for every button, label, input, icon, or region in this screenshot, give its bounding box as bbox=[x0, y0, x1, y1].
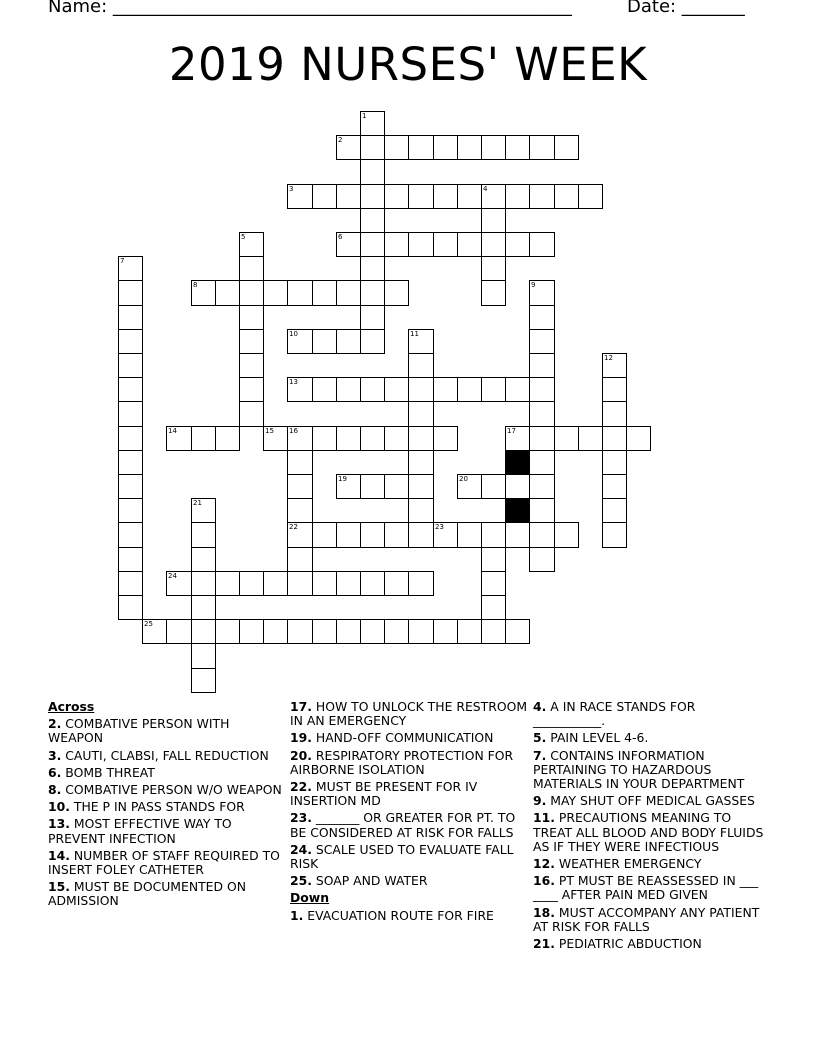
clue-item: 14. NUMBER OF STAFF REQUIRED TO INSERT FOLEY CATHETER bbox=[48, 847, 280, 878]
crossword-cell[interactable] bbox=[239, 353, 264, 378]
crossword-cell[interactable] bbox=[529, 305, 555, 330]
crossword-cell[interactable] bbox=[360, 184, 385, 209]
crossword-black-cell bbox=[505, 450, 530, 475]
name-field-label: Name: ___________________________________________________ bbox=[48, 0, 572, 17]
crossword-cell[interactable] bbox=[215, 280, 240, 306]
clue-number-label: 9 bbox=[531, 281, 536, 289]
clue-number-label: 8 bbox=[193, 281, 198, 289]
crossword-cell[interactable] bbox=[336, 329, 361, 354]
crossword-cell[interactable] bbox=[602, 401, 627, 427]
clue-item: 21. PEDIATRIC ABDUCTION bbox=[533, 936, 702, 952]
crossword-cell[interactable] bbox=[118, 329, 143, 354]
crossword-cell[interactable] bbox=[481, 232, 506, 257]
crossword-cell[interactable] bbox=[481, 208, 506, 233]
crossword-cell[interactable] bbox=[336, 232, 361, 257]
crossword-cell[interactable] bbox=[239, 401, 264, 427]
crossword-cell[interactable] bbox=[239, 619, 264, 644]
clue-item: 13. MOST EFFECTIVE WAY TO PREVENT INFECTION bbox=[48, 816, 232, 846]
clue-number-label: 5 bbox=[241, 233, 246, 241]
crossword-cell[interactable] bbox=[239, 305, 264, 330]
clue-item: 19. HAND-OFF COMMUNICATION bbox=[290, 730, 494, 746]
crossword-cell[interactable] bbox=[481, 135, 506, 160]
clue-number: 19. bbox=[290, 730, 312, 746]
clue-number: 24. bbox=[290, 841, 312, 857]
crossword-cell[interactable] bbox=[554, 522, 579, 548]
crossword-cell[interactable] bbox=[239, 232, 264, 257]
crossword-cell[interactable] bbox=[191, 668, 216, 693]
crossword-cell[interactable] bbox=[215, 619, 240, 644]
clue-number-label: 11 bbox=[410, 330, 419, 338]
crossword-cell[interactable] bbox=[312, 329, 337, 354]
crossword-cell[interactable] bbox=[239, 256, 264, 281]
clue-number: 10. bbox=[48, 799, 70, 815]
crossword-cell[interactable] bbox=[408, 401, 434, 427]
date-field-label: Date: _______ bbox=[627, 0, 745, 17]
crossword-cell[interactable] bbox=[554, 184, 579, 209]
crossword-cell[interactable] bbox=[529, 377, 555, 402]
crossword-cell[interactable] bbox=[433, 135, 458, 160]
crossword-cell[interactable] bbox=[384, 377, 409, 402]
clue-number: 3. bbox=[48, 747, 62, 763]
crossword-cell[interactable] bbox=[408, 571, 434, 596]
crossword-cell[interactable] bbox=[602, 426, 627, 451]
clue-item: 24. SCALE USED TO EVALUATE FALL RISK bbox=[290, 841, 514, 872]
crossword-cell[interactable] bbox=[408, 353, 434, 378]
crossword-cell[interactable] bbox=[287, 280, 313, 306]
crossword-cell[interactable] bbox=[118, 401, 143, 427]
clue-number: 4. bbox=[533, 699, 547, 714]
crossword-cell[interactable] bbox=[505, 135, 530, 160]
crossword-cell[interactable] bbox=[336, 426, 361, 451]
crossword-cell[interactable] bbox=[384, 184, 409, 209]
clue-section-heading: Down bbox=[290, 890, 330, 906]
crossword-cell[interactable] bbox=[602, 377, 627, 402]
clue-item: 7. CONTAINS INFORMATION PERTAINING TO HAZARDOUS MATERIALS IN YOUR DEPARTMENT bbox=[533, 747, 745, 792]
clue-item: 20. RESPIRATORY PROTECTION FOR AIRBORNE ISOLATION bbox=[290, 747, 514, 777]
clue-number: 21. bbox=[533, 936, 555, 952]
crossword-cell[interactable] bbox=[191, 571, 216, 596]
clue-number-label: 2 bbox=[338, 136, 343, 144]
crossword-cell[interactable] bbox=[481, 595, 506, 620]
clue-number: 7. bbox=[533, 747, 547, 763]
crossword-cell[interactable] bbox=[529, 450, 555, 475]
crossword-cell[interactable] bbox=[312, 377, 337, 402]
crossword-cell[interactable] bbox=[239, 329, 264, 354]
page-title: 2019 NURSES' WEEK bbox=[168, 38, 648, 91]
clue-number-label: 21 bbox=[193, 499, 202, 507]
clue-number: 15. bbox=[48, 879, 70, 895]
crossword-cell[interactable] bbox=[481, 474, 506, 499]
crossword-cell[interactable] bbox=[360, 571, 385, 596]
crossword-cell[interactable] bbox=[554, 135, 579, 160]
crossword-cell[interactable] bbox=[602, 522, 627, 548]
crossword-cell[interactable] bbox=[360, 208, 385, 233]
crossword-cell[interactable] bbox=[529, 522, 555, 548]
crossword-cell[interactable] bbox=[287, 329, 313, 354]
crossword-cell[interactable] bbox=[287, 184, 313, 209]
crossword-cell[interactable] bbox=[433, 522, 458, 548]
clue-number: 1. bbox=[290, 907, 304, 923]
crossword-cell[interactable] bbox=[360, 305, 385, 330]
crossword-cell[interactable] bbox=[118, 571, 143, 596]
clue-number: 25. bbox=[290, 873, 312, 889]
crossword-cell[interactable] bbox=[408, 377, 434, 402]
clue-number-label: 14 bbox=[168, 427, 177, 435]
crossword-cell[interactable] bbox=[360, 256, 385, 281]
clue-number-label: 13 bbox=[289, 378, 298, 386]
clue-section-heading: Across bbox=[48, 699, 95, 714]
crossword-cell[interactable] bbox=[578, 426, 603, 451]
crossword-cell[interactable] bbox=[457, 377, 482, 402]
crossword-cell[interactable] bbox=[481, 256, 506, 281]
crossword-cell[interactable] bbox=[166, 426, 192, 451]
clue-number-label: 20 bbox=[459, 475, 468, 483]
crossword-cell[interactable] bbox=[336, 522, 361, 548]
crossword-cell[interactable] bbox=[408, 619, 434, 644]
crossword-cell[interactable] bbox=[191, 498, 216, 523]
crossword-cell[interactable] bbox=[360, 619, 385, 644]
clue-number: 11. bbox=[533, 810, 555, 826]
crossword-cell[interactable] bbox=[529, 280, 555, 306]
crossword-cell[interactable] bbox=[384, 135, 409, 160]
clue-item: 11. PRECAUTIONS MEANING TO TREAT ALL BLOOD AND BODY FLUIDS AS IF THEY WERE INFECTIOUS bbox=[533, 810, 764, 854]
clue-item: 3. CAUTI, CLABSI, FALL REDUCTION bbox=[48, 747, 269, 763]
crossword-cell[interactable] bbox=[287, 522, 313, 548]
clue-number: 2. bbox=[48, 716, 62, 732]
clue-number: 9. bbox=[533, 793, 547, 809]
crossword-cell[interactable] bbox=[505, 619, 530, 644]
crossword-cell[interactable] bbox=[287, 377, 313, 402]
clue-number: 20. bbox=[290, 747, 312, 763]
crossword-cell[interactable] bbox=[118, 522, 143, 548]
crossword-cell[interactable] bbox=[481, 184, 506, 209]
crossword-cell[interactable] bbox=[191, 280, 216, 306]
crossword-cell[interactable] bbox=[336, 571, 361, 596]
crossword-cell[interactable] bbox=[312, 571, 337, 596]
clue-item: 12. WEATHER EMERGENCY bbox=[533, 856, 702, 872]
clue-number: 16. bbox=[533, 873, 555, 889]
clue-number-label: 1 bbox=[362, 112, 367, 120]
clue-item: 25. SOAP AND WATER bbox=[290, 873, 428, 889]
crossword-cell[interactable] bbox=[384, 474, 409, 499]
clue-number-label: 22 bbox=[289, 523, 298, 531]
clue-number: 12. bbox=[533, 856, 555, 872]
clue-number-label: 17 bbox=[507, 427, 516, 435]
crossword-cell[interactable] bbox=[505, 184, 530, 209]
crossword-cell[interactable] bbox=[118, 547, 143, 572]
crossword-cell[interactable] bbox=[529, 184, 555, 209]
crossword-cell[interactable] bbox=[312, 522, 337, 548]
crossword-cell[interactable] bbox=[602, 498, 627, 523]
crossword-cell[interactable] bbox=[263, 280, 288, 306]
clue-item: 4. A IN RACE STANDS FOR ___________. bbox=[533, 699, 696, 729]
crossword-cell[interactable] bbox=[360, 377, 385, 402]
clue-number-label: 19 bbox=[338, 475, 347, 483]
crossword-cell[interactable] bbox=[529, 401, 555, 427]
crossword-cell[interactable] bbox=[287, 474, 313, 499]
crossword-cell[interactable] bbox=[312, 426, 337, 451]
crossword-cell[interactable] bbox=[360, 159, 385, 185]
clue-number-label: 23 bbox=[435, 523, 444, 531]
crossword-cell[interactable] bbox=[360, 474, 385, 499]
crossword-cell[interactable] bbox=[166, 571, 192, 596]
clue-column-1 bbox=[48, 700, 286, 912]
crossword-black-cell bbox=[505, 498, 530, 523]
crossword-cell[interactable] bbox=[481, 522, 506, 548]
clue-item: 16. PT MUST BE REASSESSED IN ___ ____ AFTER PAIN MED GIVEN bbox=[533, 873, 759, 903]
crossword-cell[interactable] bbox=[166, 619, 192, 644]
crossword-cell[interactable] bbox=[336, 377, 361, 402]
clue-number: 23. bbox=[290, 810, 312, 826]
clue-item: 22. MUST BE PRESENT FOR IV INSERTION MD bbox=[290, 779, 478, 809]
crossword-cell[interactable] bbox=[360, 135, 385, 160]
clue-item: 6. BOMB THREAT bbox=[48, 764, 155, 780]
crossword-cell[interactable] bbox=[602, 450, 627, 475]
crossword-cell[interactable] bbox=[287, 619, 313, 644]
crossword-cell[interactable] bbox=[118, 353, 143, 378]
crossword-cell[interactable] bbox=[384, 619, 409, 644]
crossword-cell[interactable] bbox=[481, 571, 506, 596]
crossword-cell[interactable] bbox=[215, 571, 240, 596]
crossword-cell[interactable] bbox=[481, 619, 506, 644]
crossword-cell[interactable] bbox=[360, 280, 385, 306]
crossword-cell[interactable] bbox=[433, 426, 458, 451]
crossword-cell[interactable] bbox=[336, 184, 361, 209]
crossword-cell[interactable] bbox=[602, 474, 627, 499]
clue-item: 1. EVACUATION ROUTE FOR FIRE bbox=[290, 907, 494, 923]
crossword-cell[interactable] bbox=[118, 377, 143, 402]
crossword-cell[interactable] bbox=[457, 619, 482, 644]
clue-number: 6. bbox=[48, 764, 62, 780]
clue-number: 8. bbox=[48, 782, 62, 798]
crossword-cell[interactable] bbox=[287, 450, 313, 475]
crossword-cell[interactable] bbox=[481, 377, 506, 402]
crossword-cell[interactable] bbox=[433, 232, 458, 257]
crossword-cell[interactable] bbox=[312, 280, 337, 306]
crossword-cell[interactable] bbox=[384, 426, 409, 451]
crossword-cell[interactable] bbox=[529, 353, 555, 378]
clue-item: 23. _______ OR GREATER FOR PT. TO BE CONSIDERED AT RISK FOR FALLS bbox=[290, 810, 516, 840]
clue-item: 18. MUST ACCOMPANY ANY PATIENT AT RISK FOR FALLS bbox=[533, 904, 760, 934]
clue-number-label: 12 bbox=[604, 354, 613, 362]
crossword-cell[interactable] bbox=[215, 426, 240, 451]
crossword-cell[interactable] bbox=[191, 643, 216, 669]
clue-column-2 bbox=[290, 700, 528, 926]
crossword-cell[interactable] bbox=[505, 426, 530, 451]
crossword-cell[interactable] bbox=[408, 329, 434, 354]
crossword-cell[interactable] bbox=[481, 547, 506, 572]
crossword-cell[interactable] bbox=[433, 619, 458, 644]
crossword-cell[interactable] bbox=[529, 547, 555, 572]
crossword-cell[interactable] bbox=[118, 498, 143, 523]
clue-number-label: 25 bbox=[144, 620, 153, 628]
clue-number-label: 7 bbox=[120, 257, 125, 265]
crossword-cell[interactable] bbox=[360, 522, 385, 548]
crossword-cell[interactable] bbox=[360, 329, 385, 354]
clue-number-label: 24 bbox=[168, 572, 177, 580]
crossword-cell[interactable] bbox=[360, 232, 385, 257]
crossword-cell[interactable] bbox=[384, 522, 409, 548]
clue-item: 9. MAY SHUT OFF MEDICAL GASSES bbox=[533, 793, 755, 809]
crossword-cell[interactable] bbox=[384, 232, 409, 257]
crossword-cell[interactable] bbox=[263, 426, 288, 451]
crossword-cell[interactable] bbox=[191, 619, 216, 644]
clue-number-label: 10 bbox=[289, 330, 298, 338]
crossword-cell[interactable] bbox=[529, 498, 555, 523]
clue-number-label: 6 bbox=[338, 233, 343, 241]
crossword-cell[interactable] bbox=[408, 184, 434, 209]
crossword-cell[interactable] bbox=[263, 619, 288, 644]
crossword-cell[interactable] bbox=[408, 474, 434, 499]
clue-number: 22. bbox=[290, 779, 312, 795]
crossword-cell[interactable] bbox=[118, 595, 143, 620]
crossword-cell[interactable] bbox=[239, 377, 264, 402]
crossword-cell[interactable] bbox=[505, 474, 530, 499]
clue-number-label: 4 bbox=[483, 185, 488, 193]
crossword-cell[interactable] bbox=[360, 111, 385, 136]
crossword-cell[interactable] bbox=[408, 498, 434, 523]
crossword-cell[interactable] bbox=[191, 595, 216, 620]
crossword-cell[interactable] bbox=[118, 256, 143, 281]
crossword-cell[interactable] bbox=[118, 305, 143, 330]
crossword-cell[interactable] bbox=[287, 498, 313, 523]
crossword-cell[interactable] bbox=[408, 426, 434, 451]
crossword-cell[interactable] bbox=[408, 522, 434, 548]
crossword-cell[interactable] bbox=[287, 571, 313, 596]
crossword-cell[interactable] bbox=[239, 280, 264, 306]
crossword-cell[interactable] bbox=[433, 377, 458, 402]
crossword-cell[interactable] bbox=[191, 547, 216, 572]
crossword-cell[interactable] bbox=[408, 232, 434, 257]
clue-number-label: 16 bbox=[289, 427, 298, 435]
clue-column-3 bbox=[533, 700, 771, 954]
clue-item: 15. MUST BE DOCUMENTED ON ADMISSION bbox=[48, 879, 246, 909]
clue-number: 17. bbox=[290, 699, 312, 714]
crossword-cell[interactable] bbox=[457, 522, 482, 548]
crossword-cell[interactable] bbox=[384, 571, 409, 596]
clue-item: 2. COMBATIVE PERSON WITH WEAPON bbox=[48, 716, 230, 746]
crossword-cell[interactable] bbox=[457, 135, 482, 160]
clue-item: 8. COMBATIVE PERSON W/O WEAPON bbox=[48, 782, 282, 798]
crossword-cell[interactable] bbox=[312, 619, 337, 644]
clue-item: 5. PAIN LEVEL 4-6. bbox=[533, 730, 649, 746]
crossword-cell[interactable] bbox=[408, 135, 434, 160]
crossword-cell[interactable] bbox=[457, 184, 482, 209]
crossword-cell[interactable] bbox=[505, 232, 530, 257]
crossword-cell[interactable] bbox=[384, 280, 409, 306]
clue-item: 10. THE P IN PASS STANDS FOR bbox=[48, 799, 245, 815]
crossword-cell[interactable] bbox=[578, 184, 603, 209]
crossword-cell[interactable] bbox=[118, 450, 143, 475]
crossword-cell[interactable] bbox=[118, 280, 143, 306]
crossword-cell[interactable] bbox=[118, 426, 143, 451]
crossword-cell[interactable] bbox=[433, 184, 458, 209]
crossword-cell[interactable] bbox=[457, 474, 482, 499]
clue-number: 13. bbox=[48, 816, 70, 832]
crossword-cell[interactable] bbox=[529, 135, 555, 160]
clue-item: 17. HOW TO UNLOCK THE RESTROOM IN AN EMERGENCY bbox=[290, 699, 528, 729]
crossword-cell[interactable] bbox=[191, 522, 216, 548]
crossword-cell[interactable] bbox=[408, 450, 434, 475]
crossword-cell[interactable] bbox=[505, 377, 530, 402]
crossword-cell[interactable] bbox=[626, 426, 651, 451]
crossword-cell[interactable] bbox=[239, 571, 264, 596]
clue-number: 18. bbox=[533, 904, 555, 920]
clue-number-label: 15 bbox=[265, 427, 274, 435]
crossword-cell[interactable] bbox=[142, 619, 167, 644]
crossword-cell[interactable] bbox=[336, 135, 361, 160]
clue-number-label: 3 bbox=[289, 185, 294, 193]
crossword-cell[interactable] bbox=[529, 474, 555, 499]
crossword-cell[interactable] bbox=[191, 426, 216, 451]
crossword-cell[interactable] bbox=[287, 426, 313, 451]
crossword-cell[interactable] bbox=[118, 474, 143, 499]
crossword-cell[interactable] bbox=[336, 619, 361, 644]
crossword-cell[interactable] bbox=[602, 353, 627, 378]
crossword-cell[interactable] bbox=[287, 547, 313, 572]
crossword-cell[interactable] bbox=[529, 232, 555, 257]
crossword-cell[interactable] bbox=[263, 571, 288, 596]
crossword-cell[interactable] bbox=[505, 522, 530, 548]
crossword-cell[interactable] bbox=[481, 280, 506, 306]
crossword-cell[interactable] bbox=[336, 474, 361, 499]
crossword-cell[interactable] bbox=[312, 184, 337, 209]
crossword-cell[interactable] bbox=[336, 280, 361, 306]
crossword-cell[interactable] bbox=[529, 329, 555, 354]
crossword-cell[interactable] bbox=[529, 426, 555, 451]
clue-number: 14. bbox=[48, 847, 70, 863]
crossword-cell[interactable] bbox=[360, 426, 385, 451]
crossword-cell[interactable] bbox=[554, 426, 579, 451]
crossword-cell[interactable] bbox=[457, 232, 482, 257]
clue-number: 5. bbox=[533, 730, 547, 746]
